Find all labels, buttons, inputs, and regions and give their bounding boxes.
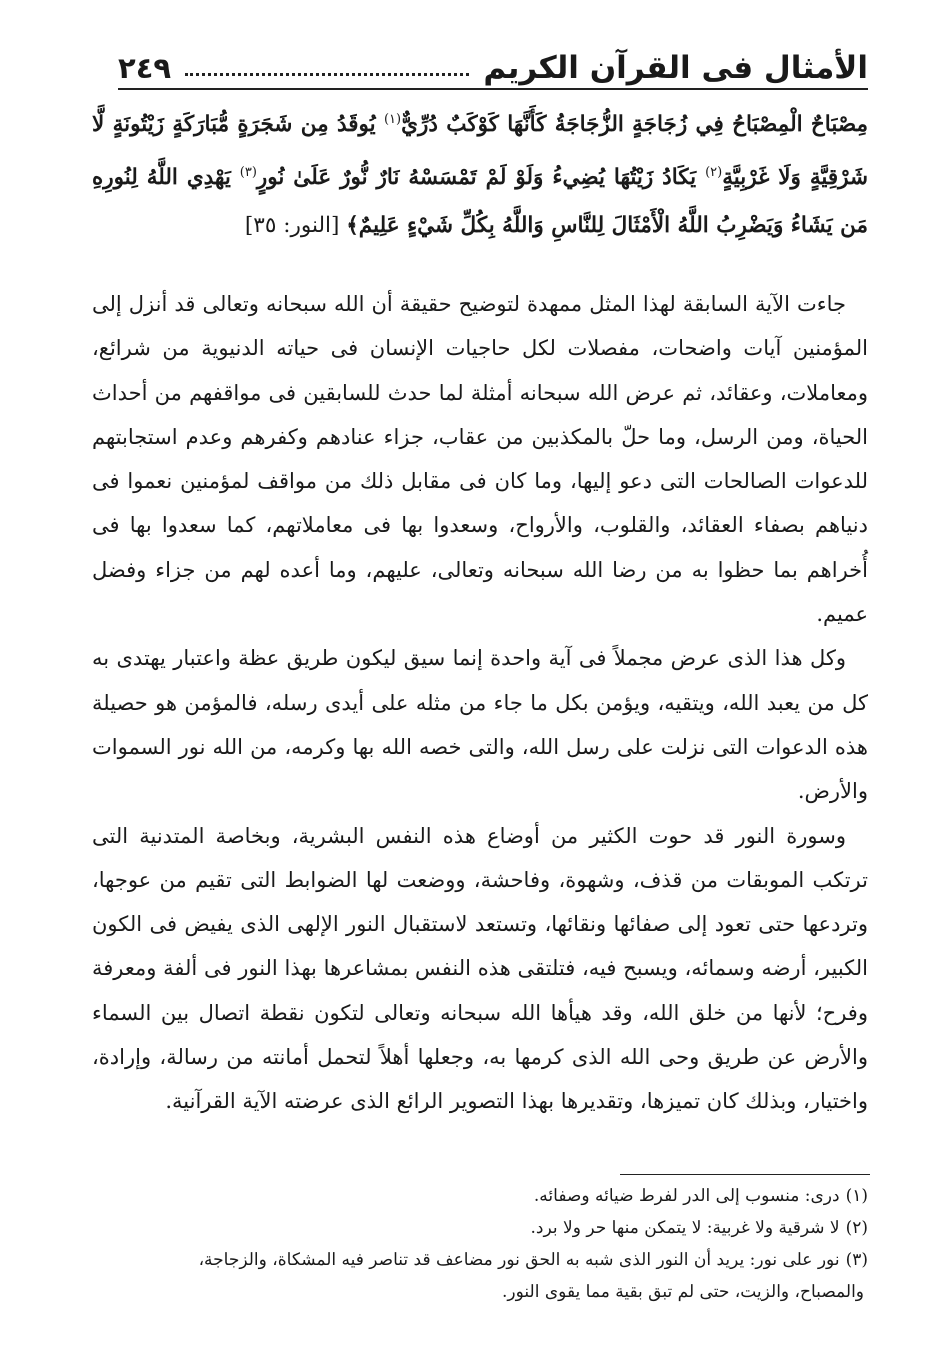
footnote-item [92,1180,868,1212]
footnote-number: (٣) [845,1250,868,1270]
quran-verse [92,96,868,250]
footnote-text: لا شرقية ولا غربية: لا يتمكن منها حر ولا برد. [530,1218,840,1238]
paragraph: جاءت الآية السابقة لهذا المثل ممهدة لتوضيح حقيقة أن الله سبحانه وتعالى قد أنزل إلى المؤمنين آيات واضحات، مفصلات لكل حاجيات الإنسان فى حياته الدنيوية من شرائع، ومعاملات، وعقائد، ثم عرض الله سبحانه أمثلة لما حدث للسابقين فى مواقفهم من أحداث الحياة، ومن الرسل، وما حلّ بالمكذبين من عقاب، جزاء عنادهم وكفرهم وعدم استجابتهم للدعوات الصالحات التى دعو إليها، وما كان فى مقابل ذلك من مواقف لمؤمنين نعموا فى دنياهم بصفاء العقائد، والقلوب، والأرواح، وسعدوا بها فى معاملاتهم، كما سعدوا بها فى أُخراهم بما حظوا به من رضا الله سبحانه وتعالى، عليهم، وما أعده لهم من جزاء وفضل عميم. [92,292,868,627]
header-dot-leader [185,73,469,76]
footnote-text: نور على نور: يريد أن النور الذى شبه به الحق نور مضاعف قد تناصر فيه المشكاة، والزجاجة، [198,1250,840,1270]
footnote-number: (١) [845,1186,868,1206]
verse-text-part3: يَكَادُ زَيْتُهَا يُضِيءُ وَلَوْ لَمْ تَمْسَسْهُ نَارٌ نُّورٌ عَلَىٰ نُورٍ [256,165,706,191]
footnote-ref-1: (١) [383,112,402,127]
footnote-ref-3: (٣) [239,165,257,181]
page-number: ٢٤٩ [118,51,172,85]
footnotes [92,1180,868,1308]
footnote-separator [620,1174,870,1175]
paragraph: وكل هذا الذى عرض مجملاً فى آية واحدة إنما سيق ليكون طريق عظة واعتبار يهتدى به كل من يعبد الله، ويتقيه، ويؤمن بكل ما جاء من مثله على أيدى رسله، فالمؤمن هو حصيلة هذه الدعوات التى نزلت على رسل الله، والتى خصه الله بها وكرمه، من الله نور السموات والأرض. [92,646,868,804]
verse-citation: [النور: ٣٥] [244,213,347,239]
verse-text-part1: مِصْبَاحٌ الْمِصْبَاحُ فِي زُجَاجَةٍ الزُّجَاجَةُ كَأَنَّهَا كَوْكَبٌ دُرِّيٌّ [401,112,868,138]
footnote-continuation: والمصباح، والزيت، حتى لم تبق بقية مما يقوى النور. [502,1282,864,1302]
verse-text-part4: يَهْدِي اللَّهُ لِنُورِهِ مَن يَشَاءُ وَيَضْرِبُ اللَّهُ الْأَمْثَالَ لِلنَّاسِ وَاللَّهُ بِكُلِّ شَيْءٍ عَلِيمٌ﴾ [92,165,868,239]
footnote-item [92,1244,868,1276]
body-text [92,282,868,1124]
verse-text-part2: يُوقَدُ مِن شَجَرَةٍ مُّبَارَكَةٍ زَيْتُونَةٍ لَّا شَرْقِيَّةٍ وَلَا غَرْبِيَّةٍ [92,112,868,191]
running-header [118,38,868,90]
footnote-ref-2: (٢) [705,165,723,181]
paragraph: وسورة النور قد حوت الكثير من أوضاع هذه النفس البشرية، وبخاصة المتدنية التى ترتكب الموبقات من قذف، وشهوة، وفاحشة، ووضعت لها الضوابط التى تقيم من عوجها، وتردعها حتى تعود إلى صفائها ونقائها، وتستعد لاستقبال النور الإلهى الذى يفيض فى الكون الكبير، أرضه وسمائه، ويسبح فيه، فتلتقى هذه النفس بمشاعرها بهذا النور فى ألفة ومعرفة وفرح؛ لأنها من خلق الله، وقد هيأها الله سبحانه وتعالى لتكون نقطة اتصال بين السماء والأرض عن طريق وحى الله الذى كرمها به، وجعلها أهلاً لتحمل أمانته من رسالة، وإرادة، واختيار، وبذلك كان تميزها، وتقديرها بهذا التصوير الرائع الذى عرضته الآية القرآنية. [92,823,868,1114]
footnote-text: درى: منسوب إلى الدر لفرط ضيائه وصفائه. [533,1186,840,1206]
footnote-item [92,1212,868,1244]
footnote-number: (٢) [845,1218,868,1238]
running-title: الأمثال فى القرآن الكريم [483,50,868,86]
